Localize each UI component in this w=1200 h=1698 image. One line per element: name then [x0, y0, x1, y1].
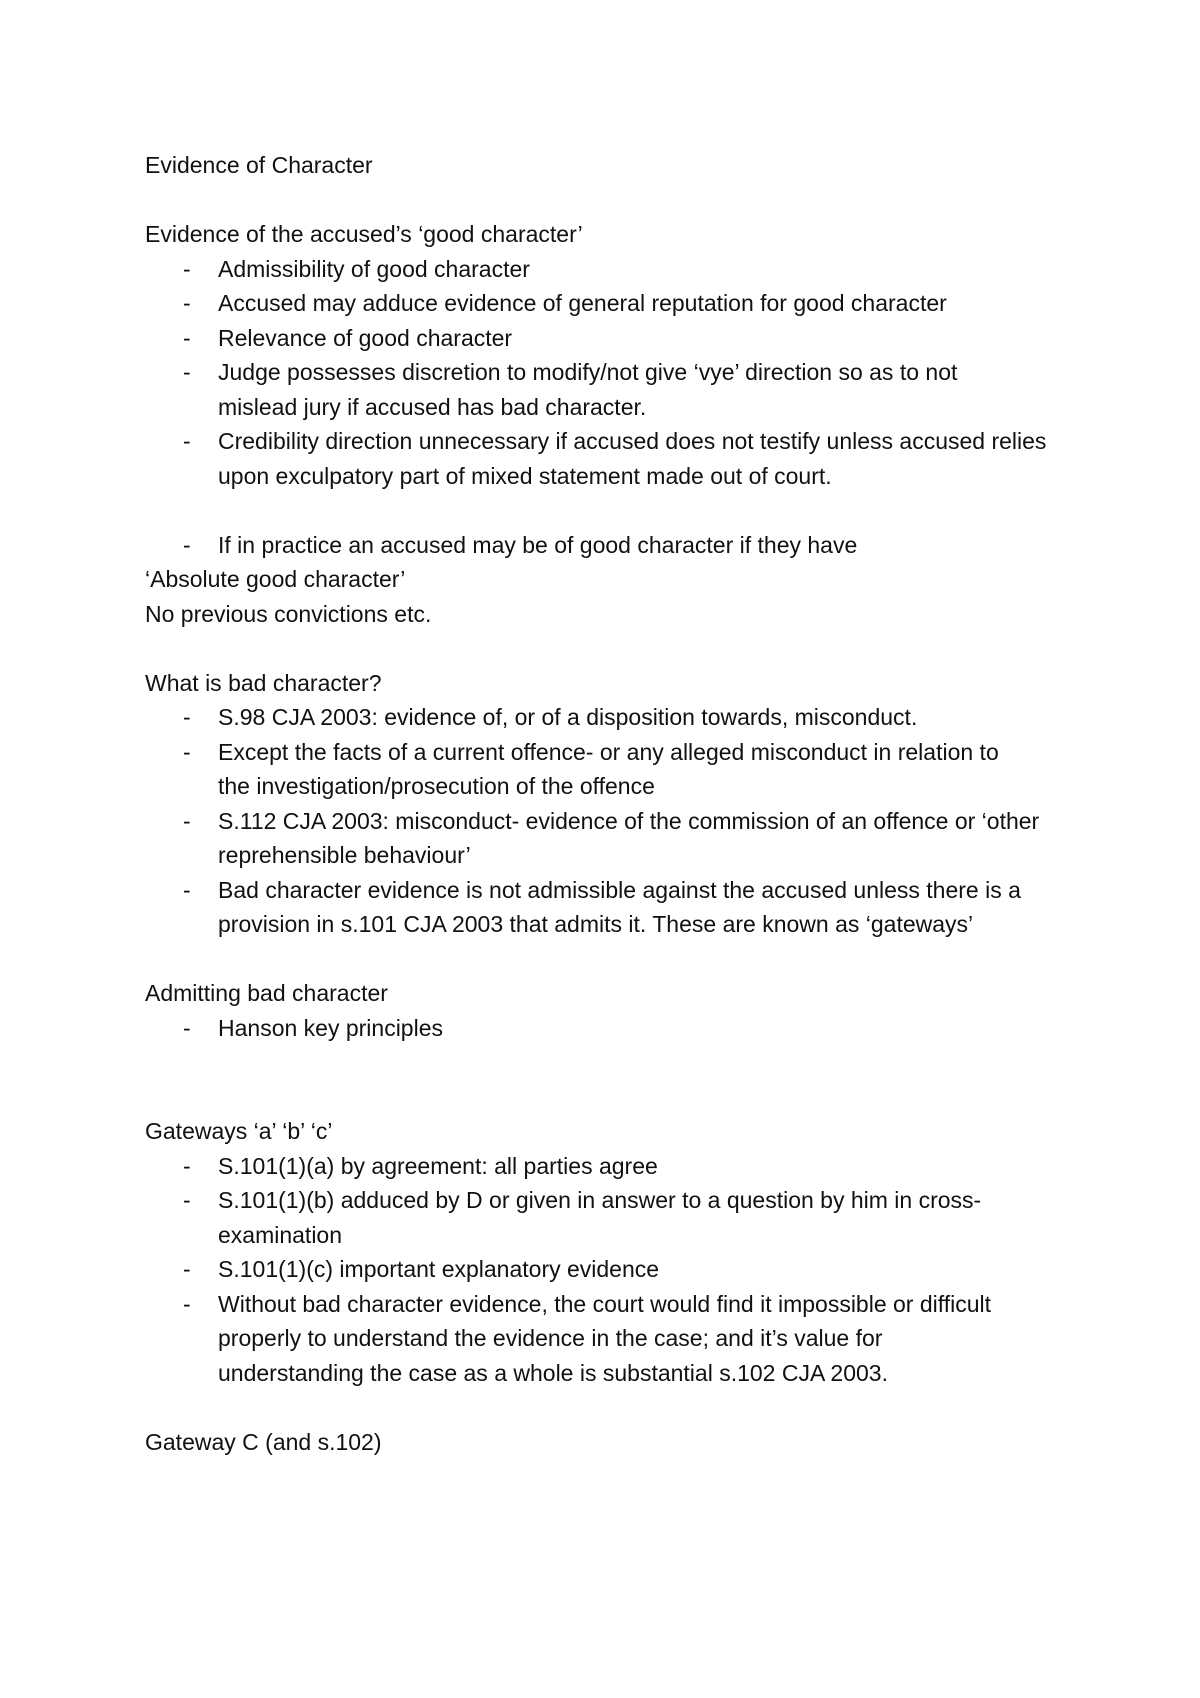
section-heading-good-character: Evidence of the accused’s ‘good character’ — [145, 221, 583, 247]
list-item: - Judge possesses discretion to modify/not give ‘vye’ direction so as to not mislead jury if accused has bad character. — [183, 359, 958, 420]
document-title: Evidence of Character — [145, 152, 373, 178]
list-item: - Relevance of good character — [183, 324, 513, 351]
section-heading-bad-character: What is bad character? — [145, 669, 382, 696]
list-item: - S.112 CJA 2003: misconduct- evidence of the commission of an offence or ‘other reprehensible behaviour’ — [183, 807, 1040, 868]
list-item: - Bad character evidence is not admissible against the accused unless there is a provision in s.101 CJA 2003 that admits it. These are known as ‘gateways’ — [183, 876, 1021, 937]
list-item: - Admissibility of good character — [183, 255, 530, 282]
list-item: - Except the facts of a current offence- or any alleged misconduct in relation to the investigation/prosecution of the offence — [183, 738, 999, 799]
section-heading-gateways-abc: Gateways ‘a’ ‘b’ ‘c’ — [145, 1118, 333, 1144]
list-item: - S.101(1)(b) adduced by D or given in answer to a question by him in cross-examination — [183, 1187, 982, 1248]
list-item: - Without bad character evidence, the court would find it impossible or difficult properly to understand the evidence in the case; and it’s value for understanding the case as a whole is substantial s.102 CJA 2003. — [183, 1290, 992, 1386]
list-item: - Credibility direction unnecessary if accused does not testify unless accused relies upon exculpatory part of mixed statement made out of court. — [183, 428, 1047, 489]
list-item: - S.101(1)(a) by agreement: all parties agree — [183, 1152, 658, 1179]
section-heading-admitting-bad-character: Admitting bad character — [145, 980, 388, 1006]
list-item: - Accused may adduce evidence of general reputation for good character — [183, 290, 947, 316]
text-line: ‘Absolute good character’ — [145, 566, 406, 592]
list-item: - Hanson key principles — [183, 1014, 444, 1041]
text-line: No previous convictions etc. — [145, 600, 432, 627]
list-item: - S.98 CJA 2003: evidence of, or of a disposition towards, misconduct. — [183, 704, 918, 730]
list-item: - If in practice an accused may be of good character if they have — [183, 531, 858, 558]
section-heading-gateway-c: Gateway C (and s.102) — [145, 1428, 382, 1455]
list-item: - S.101(1)(c) important explanatory evidence — [183, 1256, 660, 1282]
